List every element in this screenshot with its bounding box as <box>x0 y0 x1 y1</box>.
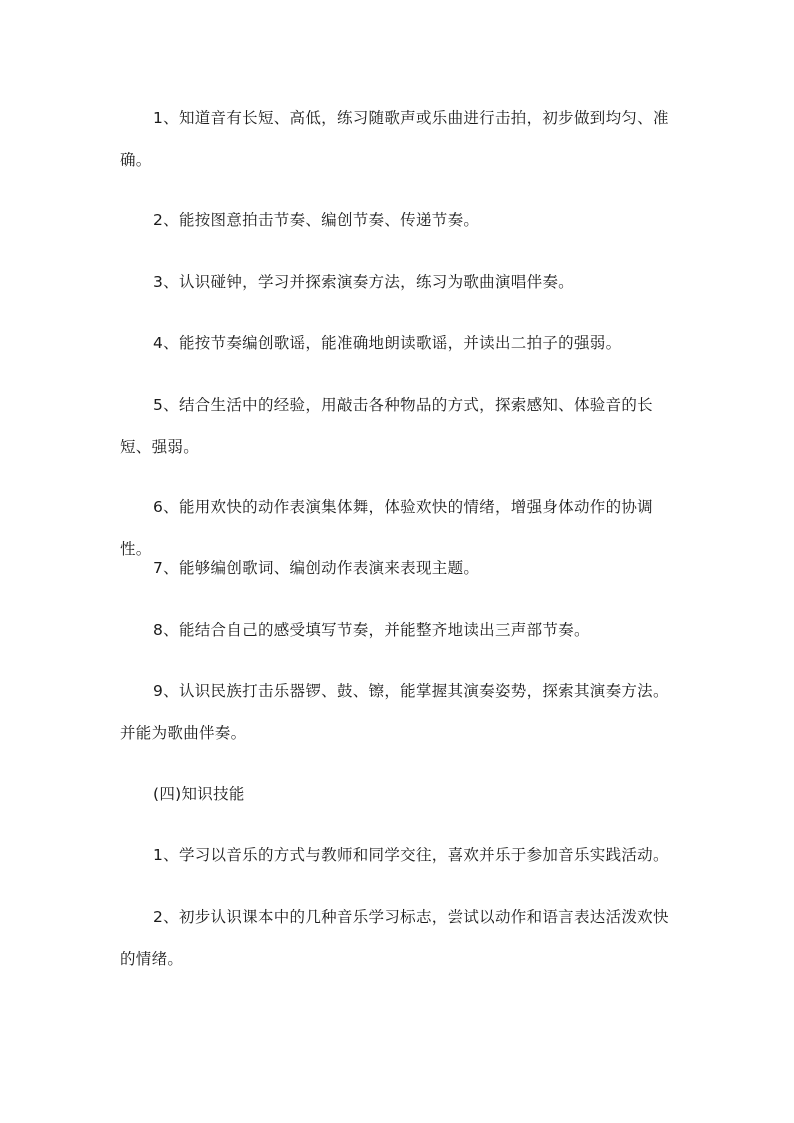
list-item-5: 5、结合生活中的经验，用敲击各种物品的方式，探索感知、体验音的长短、强弱。 <box>120 396 653 456</box>
skill-item-1: 1、学习以音乐的方式与教师和同学交往，喜欢并乐于参加音乐实践活动。 <box>153 846 669 864</box>
list-item-7: 7、能够编创歌词、编创动作表演来表现主题。 <box>153 559 480 577</box>
skill-item-2: 2、初步认识课本中的几种音乐学习标志，尝试以动作和语言表达活泼欢快的情绪。 <box>120 908 669 968</box>
list-item-4: 4、能按节奏编创歌谣，能准确地朗读歌谣，并读出二拍子的强弱。 <box>153 334 622 352</box>
list-item-9: 9、认识民族打击乐器锣、鼓、镲，能掌握其演奏姿势，探索其演奏方法。并能为歌曲伴奏。 <box>120 682 669 742</box>
list-item-1: 1、知道音有长短、高低，练习随歌声或乐曲进行击拍，初步做到均匀、准确。 <box>120 109 669 169</box>
section-heading: (四)知识技能 <box>153 785 245 803</box>
list-item-8: 8、能结合自己的感受填写节奏，并能整齐地读出三声部节奏。 <box>153 621 590 639</box>
list-item-2: 2、能按图意拍击节奏、编创节奏、传递节奏。 <box>153 211 480 229</box>
list-item-3: 3、认识碰钟，学习并探索演奏方法，练习为歌曲演唱伴奏。 <box>153 273 574 291</box>
list-item-6: 6、能用欢快的动作表演集体舞，体验欢快的情绪，增强身体动作的协调性。 <box>120 498 653 558</box>
